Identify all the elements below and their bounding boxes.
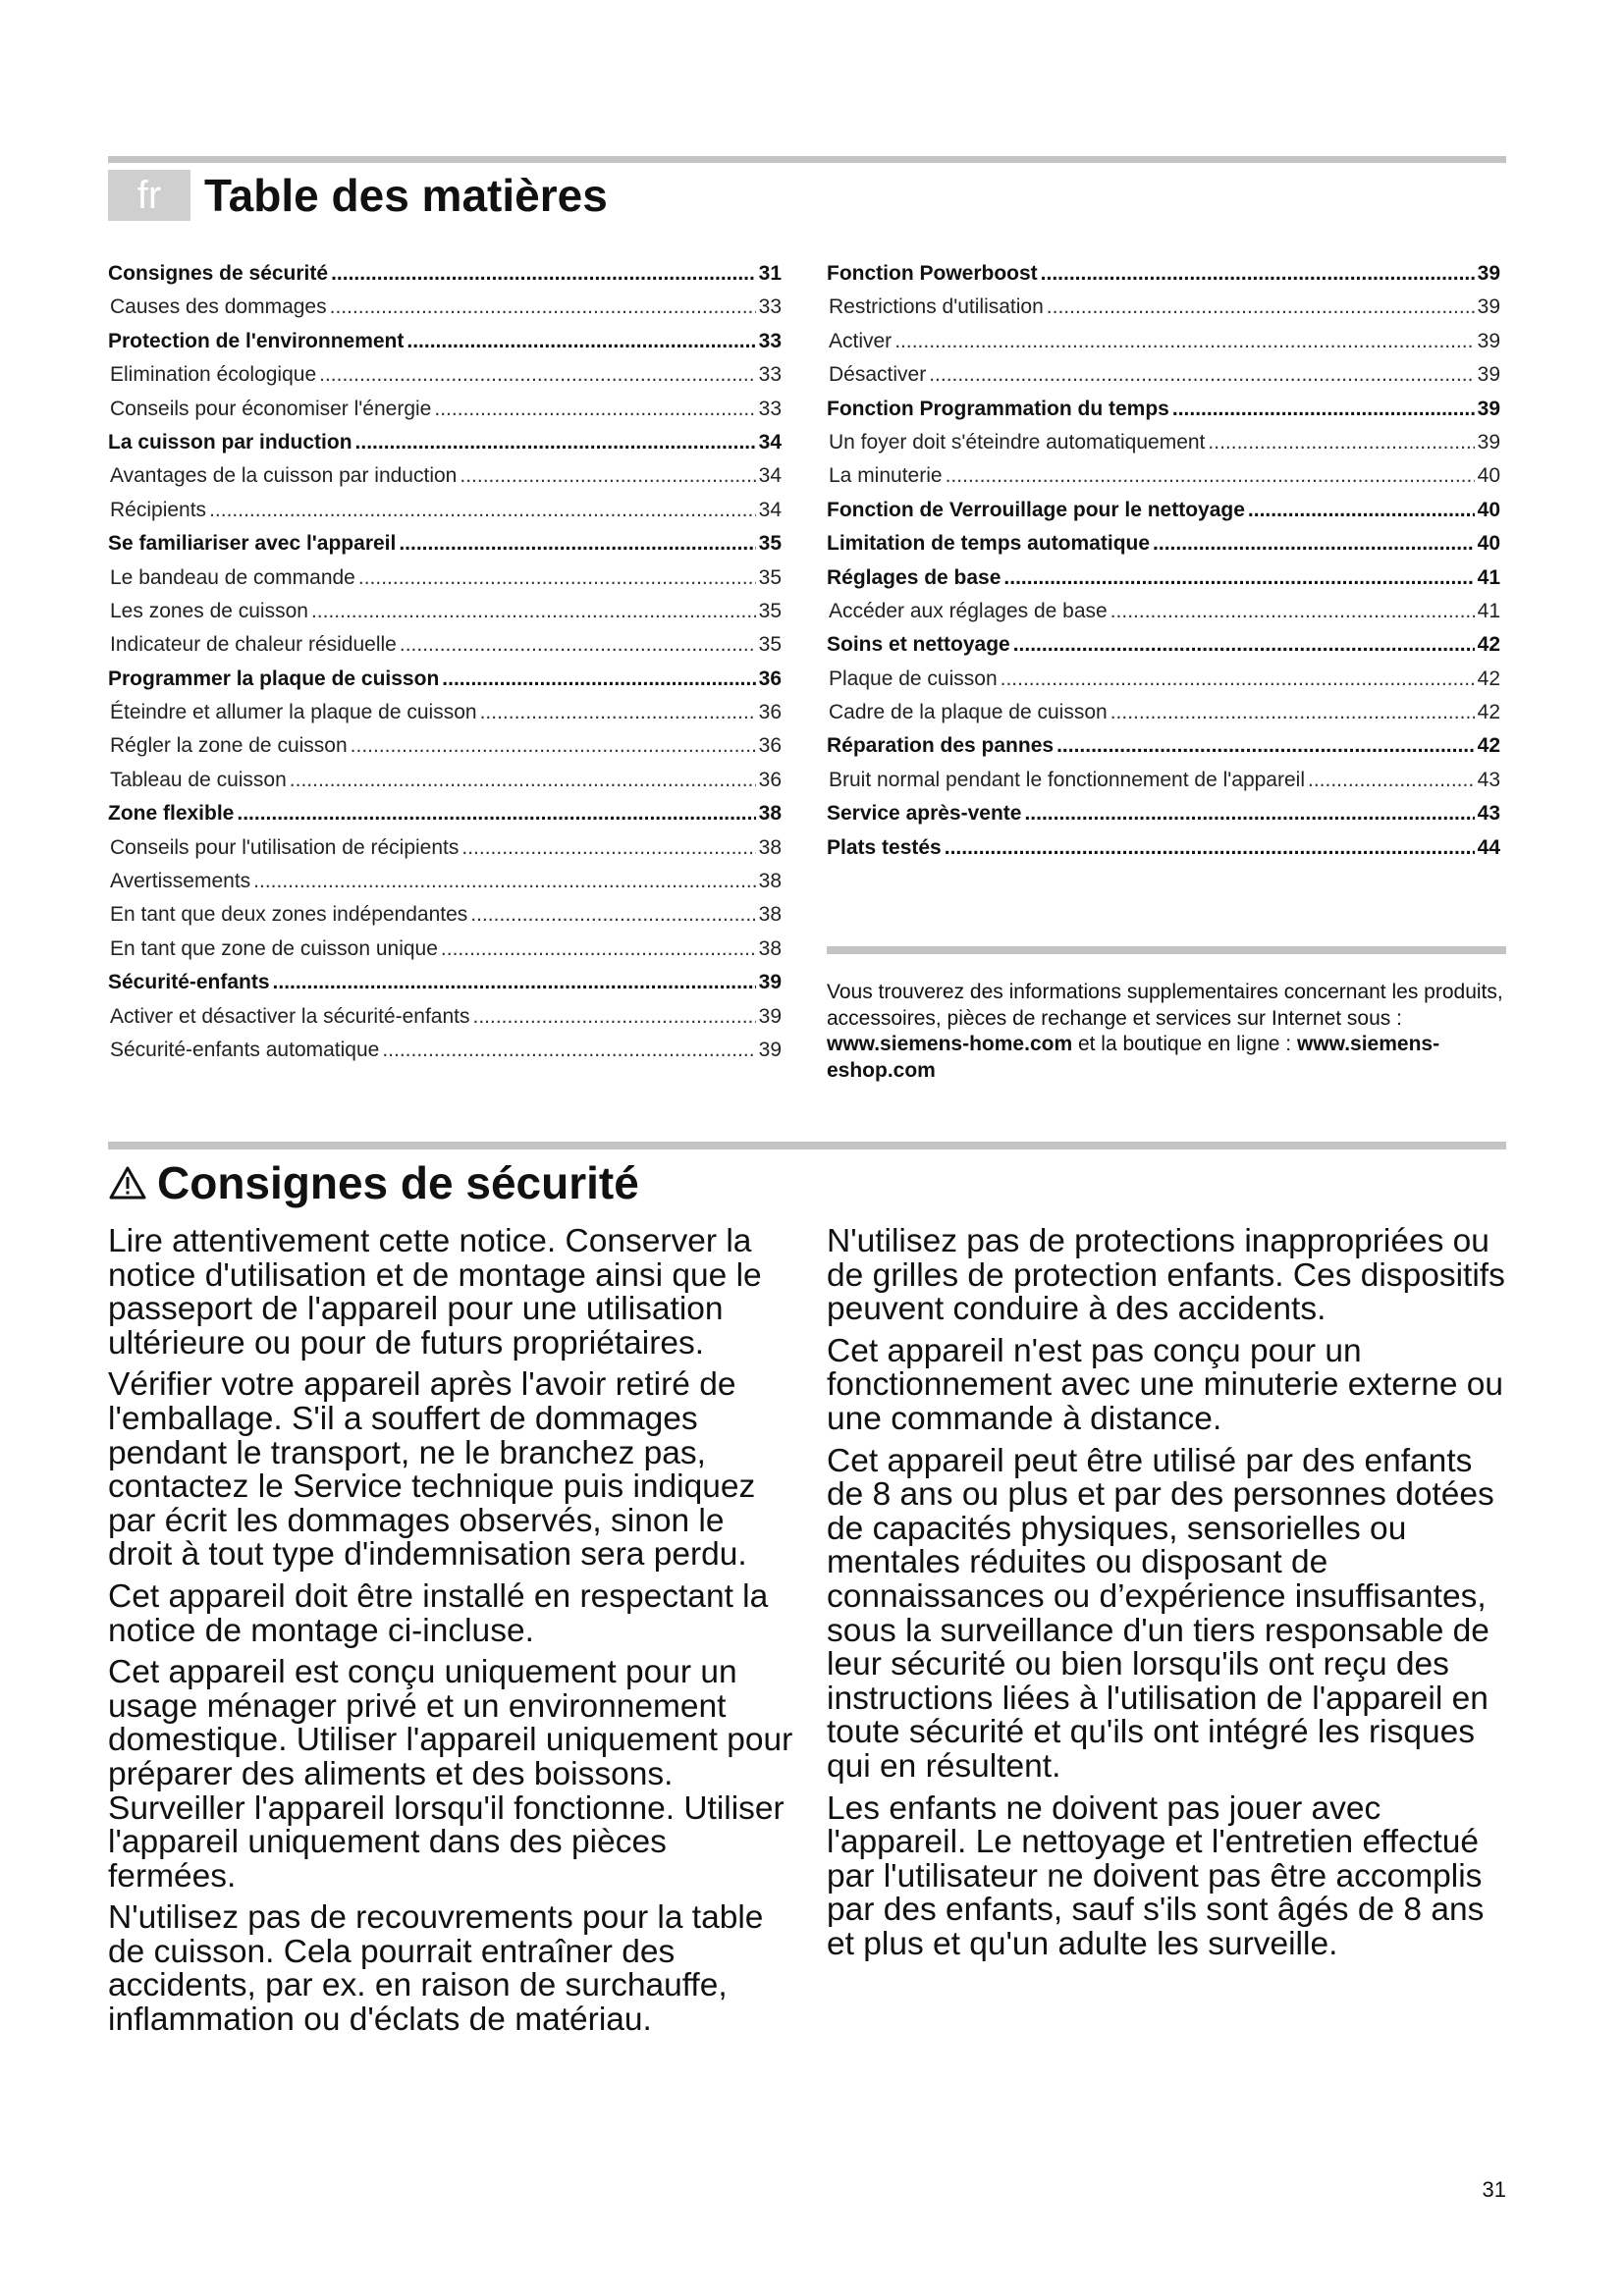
- toc-leader-dots: [358, 561, 756, 595]
- toc-entry-label: Régler la zone de cuisson: [110, 734, 348, 758]
- toc-entry-label: Soins et nettoyage: [827, 633, 1010, 657]
- language-badge: fr: [108, 170, 190, 221]
- toc-entry-label: Les zones de cuisson: [110, 599, 308, 622]
- toc-leader-dots: [442, 663, 755, 696]
- toc-entry-page: 43: [1477, 768, 1500, 791]
- toc-entry-label: Restrictions d'utilisation: [829, 295, 1044, 319]
- toc-entry[interactable]: [108, 729, 782, 763]
- toc-leader-dots: [1308, 764, 1475, 797]
- toc-entry-label: La cuisson par induction: [108, 430, 352, 454]
- toc-entry-page: 38: [758, 936, 782, 960]
- siemens-home-link[interactable]: www.siemens-home.com: [827, 1033, 1073, 1055]
- toc-leader-dots: [1047, 291, 1475, 324]
- toc-entry-label: Activer: [829, 329, 893, 352]
- toc-entry-label: Indicateur de chaleur résiduelle: [110, 633, 397, 657]
- toc-leader-dots: [355, 426, 756, 459]
- safety-paragraph: Lire attentivement cette notice. Conserver la notice d'utilisation et de montage ainsi que le passeport de l'appareil pour une utilisation ultérieure ou pour de futurs propriétaires.: [108, 1223, 762, 1362]
- toc-entry-page: 39: [758, 971, 782, 994]
- toc-leader-dots: [1208, 426, 1474, 459]
- toc-entry-page: 34: [758, 430, 782, 454]
- toc-entry[interactable]: [108, 1000, 782, 1034]
- toc-entry-label: Accéder aux réglages de base: [829, 599, 1108, 622]
- toc-entry-page: 36: [758, 734, 782, 758]
- online-info: [827, 980, 1504, 1084]
- toc-entry-page: 43: [1477, 802, 1500, 826]
- safety-paragraph: N'utilisez pas de recouvrements pour la table de cuisson. Cela pourrait entraîner des accidents, par ex. en raison de surchauffe, inflammation ou d'éclats de matériau.: [108, 1899, 764, 2039]
- toc-leader-dots: [1248, 494, 1475, 527]
- toc-entry-label: Cadre de la plaque de cuisson: [829, 701, 1108, 724]
- section-rule: [108, 1142, 1506, 1149]
- toc-leader-dots: [1110, 696, 1475, 729]
- toc-entry[interactable]: [827, 494, 1500, 527]
- toc-entry-page: 35: [758, 532, 782, 556]
- toc-leader-dots: [351, 729, 756, 763]
- toc-leader-dots: [470, 898, 755, 932]
- toc-entry[interactable]: [108, 426, 782, 459]
- page-number: 31: [1482, 2177, 1506, 2202]
- toc-leader-dots: [1110, 595, 1475, 628]
- toc-entry-page: 39: [1477, 430, 1500, 454]
- toc-entry-page: 41: [1477, 599, 1500, 622]
- toc-leader-dots: [209, 494, 756, 527]
- toc-entry-page: 33: [758, 329, 782, 352]
- toc-entry[interactable]: [827, 729, 1500, 763]
- toc-left-column: [108, 257, 782, 1067]
- toc-leader-dots: [1041, 257, 1475, 291]
- toc-entry-page: 39: [1477, 397, 1500, 420]
- safety-paragraph: N'utilisez pas de protections inappropriées ou de grilles de protection enfants. Ces dispositifs peuvent conduire à des accidents.: [827, 1223, 1505, 1328]
- toc-entry[interactable]: [108, 1034, 782, 1067]
- safety-paragraph: Les enfants ne doivent pas jouer avec l'appareil. Le nettoyage et l'entretien effectué par l'utilisateur ne doivent pas être accomplis par des enfants, sauf s'ils sont âgés de 8 ans et plus et qu'un adulte les surveille.: [827, 1789, 1485, 1962]
- toc-entry-page: 36: [758, 768, 782, 791]
- toc-entry-label: Avantages de la cuisson par induction: [110, 464, 458, 488]
- safety-right-column: [827, 1225, 1514, 1969]
- toc-entry[interactable]: [108, 527, 782, 561]
- toc-entry-label: Programmer la plaque de cuisson: [108, 667, 440, 690]
- toc-entry-label: Conseils pour économiser l'énergie: [110, 397, 432, 420]
- toc-entry-label: Réglages de base: [827, 565, 1001, 589]
- toc-entry-label: Éteindre et allumer la plaque de cuisson: [110, 701, 477, 724]
- toc-entry-page: 34: [758, 498, 782, 521]
- toc-leader-dots: [460, 459, 755, 493]
- toc-entry[interactable]: [108, 628, 782, 662]
- toc-entry[interactable]: [827, 797, 1500, 830]
- toc-entry-page: 42: [1477, 701, 1500, 724]
- toc-leader-dots: [311, 595, 756, 628]
- toc-entry-label: Se familiariser avec l'appareil: [108, 532, 397, 556]
- toc-entry[interactable]: [108, 663, 782, 696]
- toc-entry-page: 40: [1477, 464, 1500, 488]
- toc-entry-label: Le bandeau de commande: [110, 565, 355, 589]
- toc-entry-page: 35: [758, 599, 782, 622]
- toc-entry[interactable]: [827, 527, 1500, 561]
- toc-entry-page: 39: [1477, 363, 1500, 387]
- toc-entry[interactable]: [108, 764, 782, 797]
- toc-leader-dots: [253, 865, 755, 898]
- toc-entry-label: Elimination écologique: [110, 363, 317, 387]
- safety-paragraph: Cet appareil est conçu uniquement pour un usage ménager privé et un environnement domestique. Utiliser l'appareil uniquement pour préparer des aliments et des boissons. Surveiller l'appareil lorsqu'il fonctionne. Utiliser l'appareil uniquement dans des pièces fermées.: [108, 1654, 793, 1895]
- toc-entry-label: Récipients: [110, 498, 207, 521]
- toc-leader-dots: [399, 527, 755, 561]
- toc-entry-page: 38: [758, 903, 782, 927]
- toc-entry-page: 38: [758, 870, 782, 893]
- toc-entry-page: 41: [1477, 565, 1500, 589]
- safety-paragraph: Cet appareil n'est pas conçu pour un fonctionnement avec une minuterie externe ou une commande à distance.: [827, 1332, 1504, 1437]
- toc-right-column: [827, 257, 1500, 865]
- toc-leader-dots: [1056, 729, 1475, 763]
- toc-entry-page: 39: [1477, 262, 1500, 285]
- section-heading: [108, 1150, 639, 1215]
- info-rule: [827, 946, 1506, 954]
- toc-entry-label: Fonction de Verrouillage pour le nettoyage: [827, 498, 1245, 521]
- toc-entry-label: Désactiver: [829, 363, 927, 387]
- toc-entry[interactable]: [108, 595, 782, 628]
- toc-leader-dots: [946, 459, 1475, 493]
- toc-entry-label: Sécurité-enfants: [108, 971, 270, 994]
- toc-leader-dots: [237, 797, 755, 830]
- toc-entry-page: 40: [1477, 532, 1500, 556]
- toc-entry-label: En tant que zone de cuisson unique: [110, 936, 438, 960]
- toc-leader-dots: [1024, 797, 1474, 830]
- toc-entry-page: 39: [758, 1038, 782, 1061]
- safety-paragraph: Cet appareil peut être utilisé par des enfants de 8 ans ou plus et par des personnes dotées de capacités physiques, sensorielles ou mentales réduites ou disposant de connaissances ou d’expérience insuffisantes, sous la surveillance d'un tiers responsable de leur sécurité ou bien lorsqu'ils ont reçu des instructions liées à l'utilisation de l'appareil en toute sécurité et qu'ils ont intégré les risques qui en résultent.: [827, 1442, 1494, 1785]
- toc-entry[interactable]: [108, 797, 782, 830]
- toc-entry-label: Conseils pour l'utilisation de récipients: [110, 835, 460, 859]
- toc-entry[interactable]: [108, 358, 782, 392]
- toc-entry-page: 33: [758, 295, 782, 319]
- safety-paragraph: Vérifier votre appareil après l'avoir retiré de l'emballage. S'il a souffert de dommages pendant le transport, ne le branchez pas, contactez le Service technique puis indiquez par écrit les dommages observés, sinon le droit à tout type d'indemnisation sera perdu.: [108, 1366, 756, 1574]
- toc-entry-label: Service après-vente: [827, 802, 1022, 826]
- toc-leader-dots: [1003, 561, 1474, 595]
- section-title: Consignes de sécurité: [157, 1157, 639, 1208]
- toc-entry[interactable]: [827, 561, 1500, 595]
- toc-entry-label: Consignes de sécurité: [108, 262, 329, 285]
- toc-entry[interactable]: [108, 966, 782, 999]
- toc-entry-page: 31: [758, 262, 782, 285]
- toc-entry[interactable]: [827, 764, 1500, 797]
- toc-entry[interactable]: [108, 393, 782, 426]
- toc-entry-page: 40: [1477, 498, 1500, 521]
- toc-entry-label: Sécurité-enfants automatique: [110, 1038, 380, 1061]
- toc-entry-label: Activer et désactiver la sécurité-enfants: [110, 1004, 470, 1028]
- toc-entry[interactable]: [108, 898, 782, 932]
- toc-entry-page: 33: [758, 363, 782, 387]
- toc-entry[interactable]: [827, 831, 1500, 865]
- toc-leader-dots: [406, 325, 755, 358]
- toc-entry-page: 39: [758, 1004, 782, 1028]
- toc-entry[interactable]: [827, 628, 1500, 662]
- toc-entry[interactable]: [108, 494, 782, 527]
- toc-entry[interactable]: [108, 831, 782, 865]
- toc-entry-label: Tableau de cuisson: [110, 768, 287, 791]
- toc-entry-page: 35: [758, 633, 782, 657]
- toc-entry-page: 35: [758, 565, 782, 589]
- toc-entry-label: Fonction Programmation du temps: [827, 397, 1169, 420]
- toc-entry[interactable]: [827, 257, 1500, 291]
- toc-entry[interactable]: [827, 459, 1500, 493]
- toc-leader-dots: [894, 325, 1474, 358]
- toc-entry-label: Limitation de temps automatique: [827, 532, 1151, 556]
- toc-entry[interactable]: [827, 393, 1500, 426]
- toc-leader-dots: [929, 358, 1474, 392]
- toc-leader-dots: [945, 831, 1475, 865]
- toc-entry[interactable]: [108, 696, 782, 729]
- toc-leader-dots: [331, 257, 756, 291]
- toc-leader-dots: [382, 1034, 755, 1067]
- toc-entry-label: Réparation des pannes: [827, 734, 1055, 758]
- toc-entry-page: 36: [758, 701, 782, 724]
- toc-entry-label: En tant que deux zones indépendantes: [110, 903, 468, 927]
- toc-leader-dots: [1013, 628, 1475, 662]
- toc-entry[interactable]: [108, 459, 782, 493]
- toc-entry-label: Avertissements: [110, 870, 251, 893]
- toc-entry-page: 38: [758, 802, 782, 826]
- toc-entry-page: 38: [758, 835, 782, 859]
- toc-leader-dots: [290, 764, 756, 797]
- toc-entry-label: Protection de l'environnement: [108, 329, 405, 352]
- toc-entry[interactable]: [108, 561, 782, 595]
- toc-leader-dots: [330, 291, 756, 324]
- info-text-1: Vous trouverez des informations supplementaires concernant les produits, accessoires, pièces de rechange et services sur Internet sous :: [827, 981, 1503, 1030]
- siemens-eshop-link[interactable]: www.siemens-eshop.com: [827, 1033, 1440, 1082]
- toc-entry-label: Plaque de cuisson: [829, 667, 998, 690]
- toc-title: Table des matières: [204, 170, 608, 221]
- toc-entry[interactable]: [108, 291, 782, 324]
- toc-leader-dots: [441, 933, 756, 966]
- toc-entry-page: 39: [1477, 329, 1500, 352]
- toc-entry-label: Plats testés: [827, 835, 942, 859]
- toc-entry[interactable]: [108, 257, 782, 291]
- toc-entry[interactable]: [827, 426, 1500, 459]
- info-text-2: et la boutique en ligne :: [1072, 1033, 1297, 1055]
- toc-entry-label: La minuterie: [829, 464, 943, 488]
- toc-leader-dots: [1153, 527, 1475, 561]
- toc-entry-label: Fonction Powerboost: [827, 262, 1038, 285]
- toc-entry[interactable]: [108, 933, 782, 966]
- toc-entry-page: 42: [1477, 633, 1500, 657]
- toc-leader-dots: [319, 358, 756, 392]
- warning-triangle-icon: [108, 1165, 147, 1201]
- toc-entry-label: Causes des dommages: [110, 295, 327, 319]
- toc-entry-label: Zone flexible: [108, 802, 235, 826]
- toc-leader-dots: [1172, 393, 1475, 426]
- toc-entry[interactable]: [827, 291, 1500, 324]
- toc-entry[interactable]: [827, 696, 1500, 729]
- toc-entry-page: 44: [1477, 835, 1500, 859]
- toc-leader-dots: [1001, 663, 1475, 696]
- toc-leader-dots: [473, 1000, 756, 1034]
- toc-entry[interactable]: [827, 595, 1500, 628]
- toc-leader-dots: [480, 696, 756, 729]
- toc-leader-dots: [461, 831, 755, 865]
- toc-entry-label: Un foyer doit s'éteindre automatiquement: [829, 430, 1206, 454]
- toc-leader-dots: [400, 628, 756, 662]
- toc-entry-page: 42: [1477, 667, 1500, 690]
- toc-entry-page: 39: [1477, 295, 1500, 319]
- toc-entry-page: 36: [758, 667, 782, 690]
- safety-left-column: [108, 1225, 795, 2046]
- safety-paragraph: Cet appareil doit être installé en respectant la notice de montage ci-incluse.: [108, 1577, 769, 1649]
- top-rule: [108, 156, 1506, 163]
- toc-entry[interactable]: [827, 663, 1500, 696]
- toc-entry-label: Bruit normal pendant le fonctionnement de l'appareil: [829, 768, 1305, 791]
- toc-leader-dots: [434, 393, 755, 426]
- toc-entry[interactable]: [108, 325, 782, 358]
- toc-entry[interactable]: [108, 865, 782, 898]
- toc-entry-page: 42: [1477, 734, 1500, 758]
- toc-entry[interactable]: [827, 325, 1500, 358]
- toc-leader-dots: [273, 966, 756, 999]
- toc-entry[interactable]: [827, 358, 1500, 392]
- toc-entry-page: 34: [758, 464, 782, 488]
- toc-entry-page: 33: [758, 397, 782, 420]
